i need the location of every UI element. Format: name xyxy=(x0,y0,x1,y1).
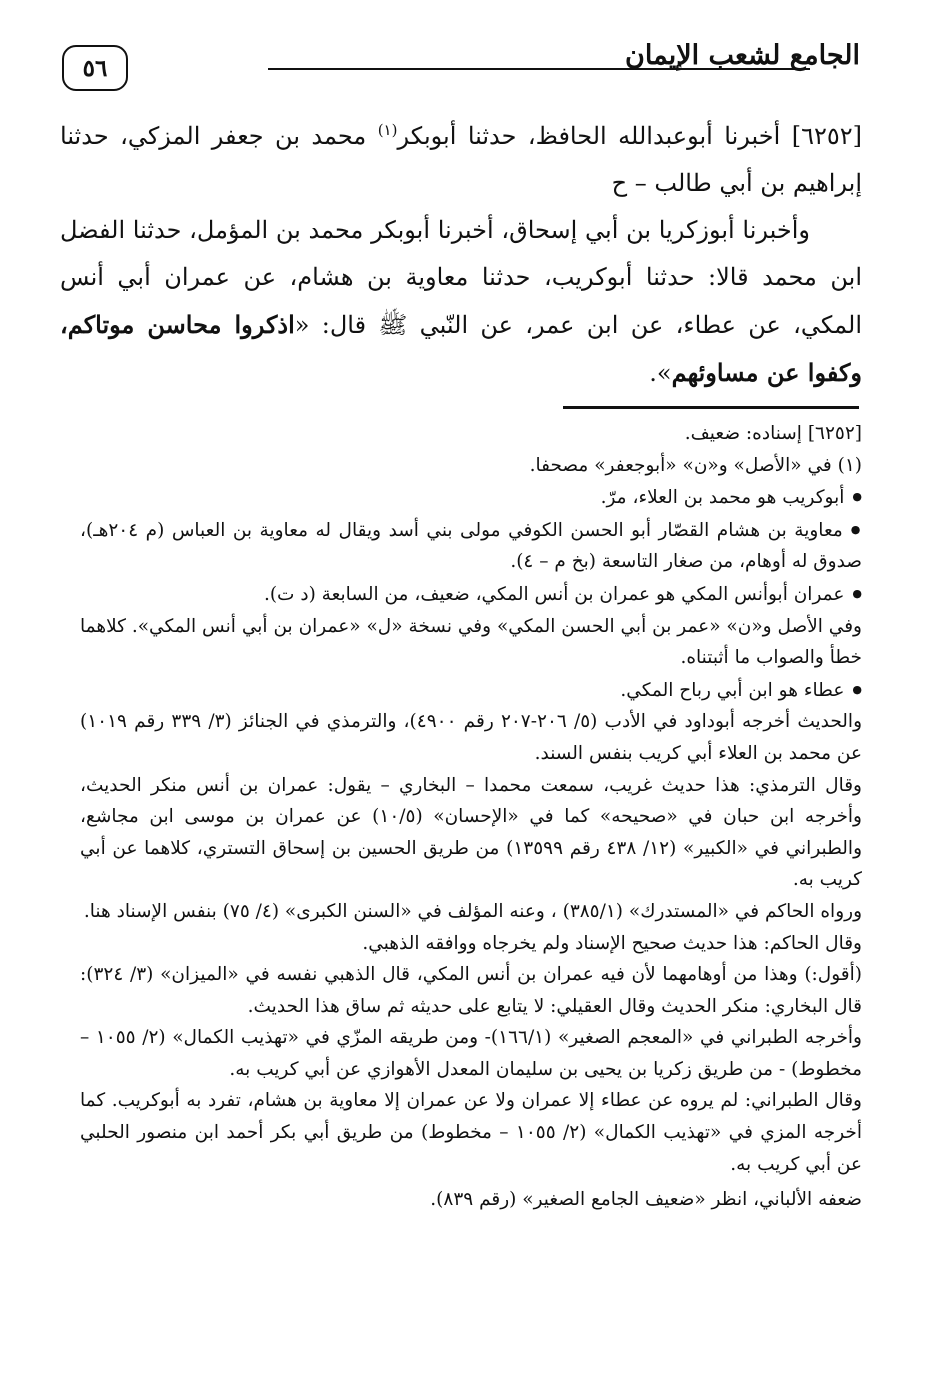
takhrij-paragraph: وأخرجه الطبراني في «المعجم الصغير» (١٦٦/١)- ومن طريقه المزّي في «تهذيب الكمال» (٢/ ١٠٥٥ – مخطوط) - من طريق زكريا بن يحيى بن سليمان المعدل الأهوازي عن أبي كريب به. xyxy=(80,1027,862,1080)
takhrij-paragraph: ضعفه الألباني، انظر «ضعيف الجامع الصغير» (رقم ٨٣٩). xyxy=(430,1189,862,1211)
narrator-note: ● أبوكريب هو محمد بن العلاء، مرّ. xyxy=(80,481,862,514)
hadith-text xyxy=(60,113,862,397)
isnad-grade: [٦٢٥٢] إسناده: ضعيف. xyxy=(684,423,862,444)
takhrij-paragraph: والحديث أخرجه أبوداود في الأدب (٥/ ٢٠٦-٢٠٧ رقم ٤٩٠٠)، والترمذي في الجنائز (٣/ ٣٣٩ رقم ١٠١٩) عن محمد بن العلاء أبي كريب بنفس السند. xyxy=(80,711,863,764)
narrator-note: ● عطاء هو ابن أبي رباح المكي. xyxy=(80,674,862,707)
running-title: الجامع لشعب الإيمان xyxy=(625,40,860,71)
takhrij-paragraph: (أقول:) وهذا من أوهامهما لأن فيه عمران بن أنس المكي، قال الذهبي نفسه في «الميزان» (٣/ ٣٢٤): قال البخاري: منكر الحديث وقال العقيلي: لا يتابع على حديثه ثم ساق هذا الحديث. xyxy=(80,964,862,1017)
takhrij-paragraph: وقال الطبراني: لم يروه عن عطاء إلا عمران ولا عن عمران إلا معاوية بن هشام، تفرد به أبوكريب. كما أخرجه المزي في «تهذيب الكمال» (٢/ ١٠٥٥ – مخطوط) من طريق أبي بكر أحمد ابن منصور الحلبي عن أبي كريب به. xyxy=(80,1090,862,1175)
narrator-note: ● عمران أبوأنس المكي هو عمران بن أنس المكي، ضعيف، من السابعة (د ت). xyxy=(80,578,862,611)
footnotes xyxy=(80,418,862,1216)
isnad-line-1-cont: محمد بن جعفر المزكي، حدثنا إبراهيم بن أبي طالب – ح xyxy=(60,122,862,197)
takhrij-paragraph: وقال الحاكم: هذا حديث صحيح الإسناد ولم يخرجاه ووافقه الذهبي. xyxy=(362,932,862,954)
footnote-1: (١) في «الأصل» و«ن» «أبوجعفر» مصحفا. xyxy=(529,454,862,476)
hadith-paragraph-2 xyxy=(60,207,862,397)
page-number-text: ٥٦ xyxy=(82,54,108,82)
page-number xyxy=(62,45,128,91)
takhrij-paragraph: ورواه الحاكم في «المستدرك» (٣٨٥/١) ، وعنه المؤلف في «السنن الكبرى» (٤/ ٧٥) بنفس الإسناد هنا. xyxy=(83,900,862,922)
isnad-line-2: وأخبرنا أبوزكريا بن أبي إسحاق، أخبرنا أبوبكر محمد بن المؤمل، حدثنا الفضل ابن محمد قالا: حدثنا أبوكريب، حدثنا معاوية بن هشام، عن عمران أبي أنس المكي، عن عطاء، عن ابن عمر، عن النّبي ﷺ قال: « xyxy=(60,216,862,339)
takhrij-paragraph: وقال الترمذي: هذا حديث غريب، سمعت محمدا – البخاري – يقول: عمران بن أنس منكر الحديث، وأخرجه ابن حبان في «صحيحه» كما في «الإحسان» (١٠/٥) عن عمران بن موسى ابن مجاشع، والطبراني في «الكبير» (١٢/ ٤٣٨ رقم ١٣٥٩٩) من طريق الحسين بن إسحاق التستري، كلاهما عن أبي كريب به. xyxy=(80,774,863,891)
hadith-end: ». xyxy=(649,359,672,387)
footnotes-separator xyxy=(563,406,859,409)
isnad-line-1: [٦٢٥٢] أخبرنا أبوعبدالله الحافظ، حدثنا أبوبكر xyxy=(397,122,862,150)
narrator-note: ● معاوية بن هشام القصّار أبو الحسن الكوفي مولى بني أسد ويقال له معاوية بن العباس (م ٢٠٤هـ)، صدوق له أوهام، من صغار التاسعة (بخ م – ٤). xyxy=(80,514,862,578)
footnote-ref: (١) xyxy=(377,121,398,139)
hadith-paragraph-1 xyxy=(60,113,862,207)
narrator-note-cont: وفي الأصل و«ن» «عمر بن أبي الحسن المكي» وفي نسخة «ل» «عمران بن أبي أنس المكي». كلاهما خطأ والصواب ما أثبتناه. xyxy=(80,615,862,669)
hadith-matn: اذكروا محاسن موتاكم، وكفوا عن مساوئهم xyxy=(60,310,862,387)
